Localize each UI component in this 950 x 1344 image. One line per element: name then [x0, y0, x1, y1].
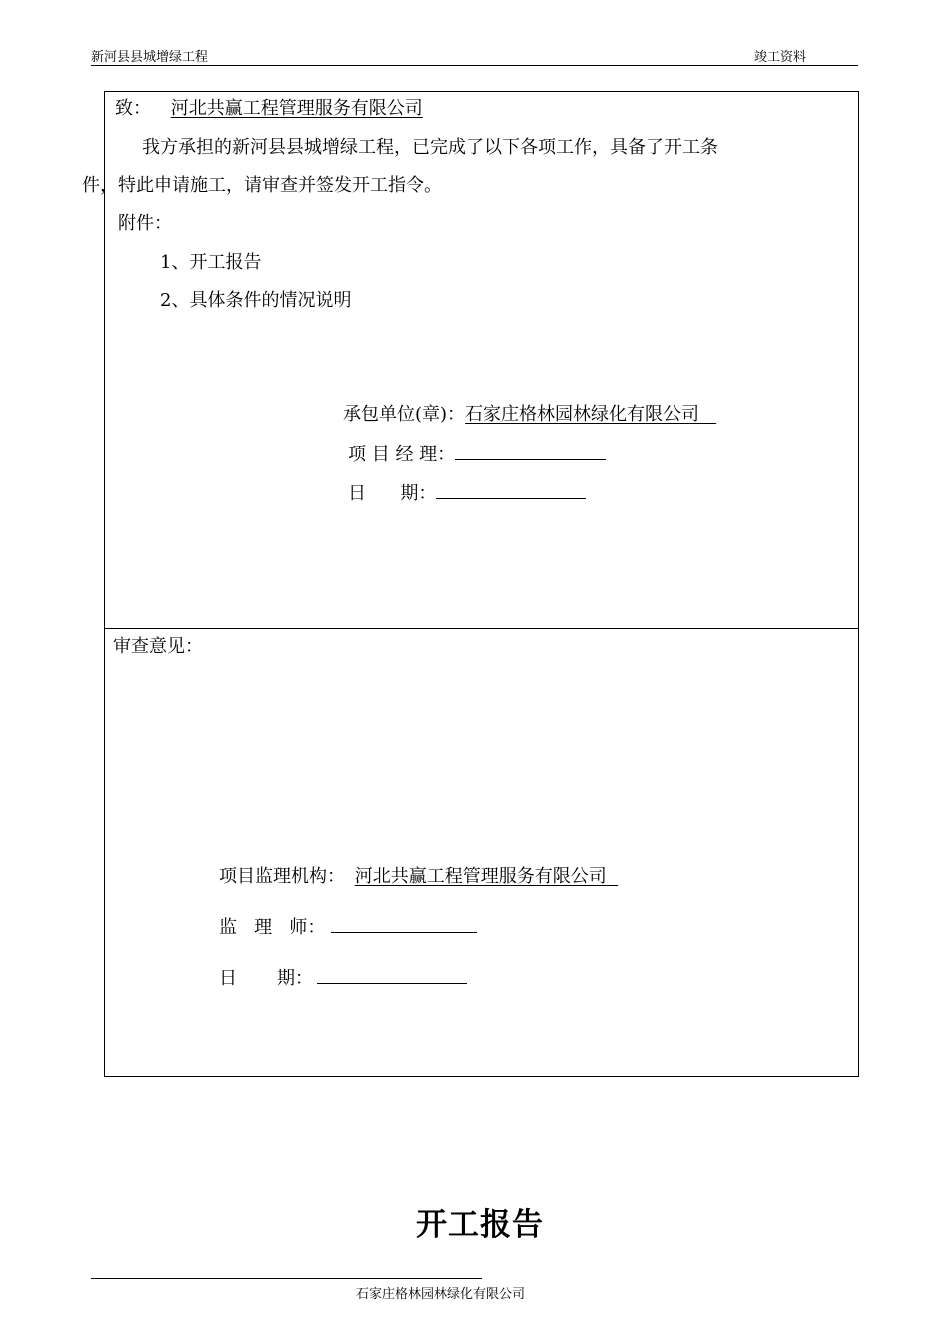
date-label: 日 期： — [348, 483, 437, 504]
supervisor-label: 监 理 师： — [219, 917, 326, 938]
body-line-2: 件，特此申请施工，请审查并签发开工指令。 — [82, 175, 442, 196]
to-label: 致： — [115, 98, 151, 119]
org-label: 项目监理机构： — [219, 866, 345, 887]
header-rule — [91, 65, 858, 66]
manager-signature-blank — [455, 443, 606, 460]
review-date-blank — [317, 967, 467, 984]
review-date-line — [219, 964, 467, 990]
manager-line — [348, 440, 606, 466]
review-date-label: 日 期： — [219, 968, 314, 989]
attachment-item: 2、具体条件的情况说明 — [160, 290, 352, 311]
org-name: 河北共赢工程管理服务有限公司 — [354, 866, 607, 887]
to-company: 河北共赢工程管理服务有限公司 — [170, 98, 423, 119]
body-line-1: 我方承担的新河县县城增绿工程，已完成了以下各项工作，具备了开工条 — [142, 137, 718, 158]
header-project: 新河县县城增绿工程 — [91, 50, 209, 65]
contractor-label: 承包单位(章)： — [343, 404, 466, 425]
attachments-label: 附件： — [118, 213, 172, 234]
contractor-line — [343, 400, 716, 426]
date-line — [348, 479, 586, 505]
to-line — [115, 94, 423, 120]
contractor-name: 石家庄格林园林绿化有限公司 — [465, 404, 700, 425]
date-blank — [436, 482, 586, 499]
supervisor-line — [219, 913, 477, 939]
attachment-item: 1、开工报告 — [160, 252, 262, 273]
manager-label: 项 目 经 理： — [348, 444, 456, 465]
page-title: 开工报告 — [416, 1207, 544, 1243]
header-doc-type: 竣工资料 — [754, 50, 807, 65]
footer-company: 石家庄格林园林绿化有限公司 — [356, 1287, 526, 1302]
review-label: 审查意见： — [113, 636, 203, 657]
footer-rule — [91, 1278, 482, 1279]
review-box — [104, 628, 859, 1077]
supervisor-signature-blank — [331, 916, 477, 933]
supervision-org-line — [219, 862, 618, 888]
